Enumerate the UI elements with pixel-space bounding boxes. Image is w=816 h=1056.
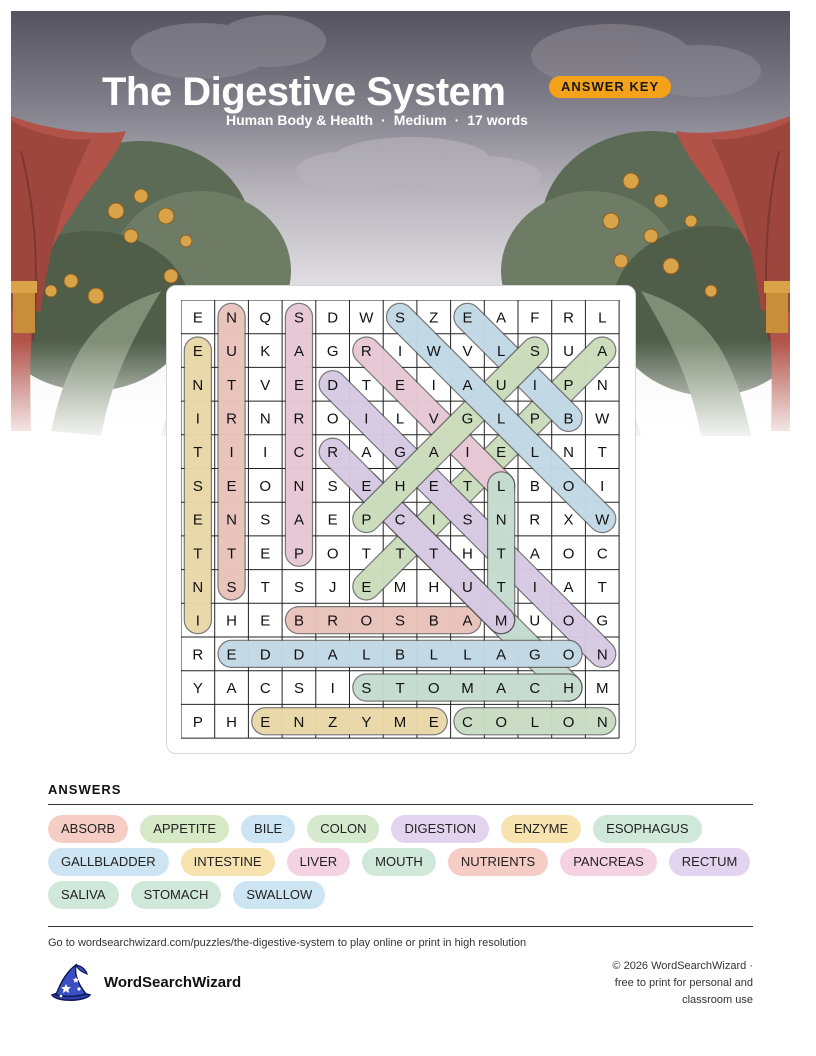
grid-letter[interactable]: P <box>563 376 574 394</box>
grid-letter[interactable]: L <box>496 477 506 495</box>
grid-letter[interactable]: M <box>494 612 508 630</box>
grid-letter[interactable]: S <box>293 309 304 327</box>
grid-letter[interactable]: E <box>226 646 237 664</box>
grid-letter[interactable]: L <box>530 713 540 731</box>
answer-chip-liver: LIVER <box>287 848 351 876</box>
puzzle-card <box>166 285 636 754</box>
grid-letter[interactable]: T <box>597 578 607 596</box>
grid-letter[interactable]: Y <box>361 713 372 731</box>
grid-letter[interactable]: T <box>226 376 237 394</box>
separator-dot: · <box>454 112 460 128</box>
grid-letter[interactable]: X <box>563 511 574 529</box>
grid-letter[interactable]: B <box>563 410 574 428</box>
grid-letter[interactable]: I <box>229 444 234 462</box>
copyright-line: free to print for personal and <box>614 977 753 989</box>
grid-letter[interactable]: T <box>226 545 237 563</box>
grid-letter[interactable]: C <box>596 545 608 563</box>
grid-letter[interactable]: L <box>362 646 371 664</box>
page-title: The Digestive System <box>102 70 506 114</box>
grid-letter[interactable]: A <box>496 646 507 664</box>
grid-letter[interactable]: T <box>429 545 439 563</box>
grid-letter[interactable]: I <box>330 680 335 698</box>
answer-chip-stomach: STOMACH <box>131 881 222 909</box>
grid-letter[interactable]: N <box>226 309 237 327</box>
grid-letter[interactable]: O <box>259 477 272 495</box>
grid-letter[interactable]: O <box>326 410 339 428</box>
grid-letter[interactable]: S <box>361 680 372 698</box>
grid-letter[interactable]: T <box>496 578 506 596</box>
grid-letter[interactable]: E <box>260 545 271 563</box>
word-count-label: 17 words <box>467 112 528 128</box>
grid-letter[interactable]: K <box>260 343 271 361</box>
grid-letter[interactable]: N <box>495 511 507 529</box>
grid-letter[interactable]: N <box>226 511 237 529</box>
grid-letter[interactable]: S <box>462 511 473 529</box>
grid-letter[interactable]: I <box>600 477 605 495</box>
grid-letter[interactable]: E <box>260 612 271 630</box>
grid-letter[interactable]: T <box>395 545 405 563</box>
answer-chip-nutrients: NUTRIENTS <box>448 848 548 876</box>
grid-letter[interactable]: E <box>428 477 439 495</box>
grid-letter[interactable]: N <box>596 713 608 731</box>
grid-letter[interactable]: T <box>361 545 371 563</box>
grid-letter[interactable]: H <box>428 578 440 596</box>
grid-letter[interactable]: A <box>597 343 608 361</box>
grid-letter[interactable]: H <box>226 612 237 630</box>
answer-chip-digestion: DIGESTION <box>391 815 489 843</box>
grid-letter[interactable]: A <box>462 376 473 394</box>
grid-letter[interactable]: E <box>496 444 507 462</box>
grid-letter[interactable]: S <box>529 343 540 361</box>
grid-letter[interactable]: U <box>495 376 507 394</box>
grid-letter[interactable]: R <box>327 612 339 630</box>
grid-letter[interactable]: A <box>496 309 507 327</box>
answer-chip-enzyme: ENZYME <box>501 815 581 843</box>
grid-letter[interactable]: R <box>192 646 204 664</box>
grid-letter[interactable]: D <box>259 646 271 664</box>
grid-letter[interactable]: H <box>226 713 237 731</box>
answer-chip-absorb: ABSORB <box>48 815 128 843</box>
grid-letter[interactable]: Y <box>192 680 203 698</box>
topic-label: Human Body & Health <box>226 112 374 128</box>
grid-letter[interactable]: O <box>427 680 440 698</box>
puzzle-subtitle <box>226 112 528 128</box>
grid-letter[interactable]: E <box>395 376 406 394</box>
grid-letter[interactable]: I <box>195 612 200 630</box>
answer-chip-mouth: MOUTH <box>362 848 436 876</box>
grid-letter[interactable]: E <box>462 309 473 327</box>
grid-letter[interactable]: E <box>361 477 372 495</box>
grid-letter[interactable]: R <box>529 511 541 529</box>
grid-letter[interactable]: V <box>428 410 439 428</box>
grid-letter[interactable]: W <box>595 511 610 529</box>
grid-letter[interactable]: T <box>462 477 473 495</box>
grid-letter[interactable]: H <box>563 680 574 698</box>
answer-chip-pancreas: PANCREAS <box>560 848 657 876</box>
grid-letter[interactable]: C <box>462 713 473 731</box>
grid-letter[interactable]: S <box>327 477 338 495</box>
separator-dot: · <box>381 112 386 128</box>
grid-letter[interactable]: O <box>562 477 575 495</box>
grid-letter[interactable]: O <box>562 612 575 630</box>
grid-letter[interactable]: L <box>395 410 405 428</box>
grid-letter[interactable]: R <box>563 309 574 327</box>
grid-letter[interactable]: R <box>360 343 372 361</box>
grid-letter[interactable]: G <box>596 612 609 630</box>
grid-letter[interactable]: I <box>195 410 200 428</box>
grid-letter[interactable]: I <box>397 343 403 361</box>
grid-letter[interactable]: Q <box>259 309 272 327</box>
grid-letter[interactable]: G <box>461 410 474 428</box>
grid-letter[interactable]: N <box>192 578 204 596</box>
grid-letter[interactable]: W <box>359 309 374 327</box>
grid-letter[interactable]: L <box>463 646 472 664</box>
grid-letter[interactable]: M <box>393 713 407 731</box>
grid-letter[interactable]: L <box>496 410 506 428</box>
grid-letter[interactable]: E <box>327 511 338 529</box>
grid-letter[interactable]: E <box>192 309 203 327</box>
grid-letter[interactable]: I <box>532 578 537 596</box>
grid-letter[interactable]: G <box>326 343 339 361</box>
grid-letter[interactable]: W <box>426 343 441 361</box>
copyright-line: classroom use <box>682 994 753 1006</box>
copyright-line: © 2026 WordSearchWizard · <box>612 960 753 972</box>
grid-letter[interactable]: C <box>529 680 541 698</box>
grid-letter[interactable]: T <box>193 545 203 563</box>
grid-letter[interactable]: N <box>293 477 305 495</box>
grid-letter[interactable]: H <box>462 545 473 563</box>
grid-letter[interactable]: E <box>428 713 439 731</box>
grid-letter[interactable]: N <box>192 376 204 394</box>
grid-letter[interactable]: N <box>259 410 271 428</box>
answer-chip-saliva: SALIVA <box>48 881 119 909</box>
grid-letter[interactable]: L <box>530 444 540 462</box>
grid-letter[interactable]: U <box>226 343 237 361</box>
grid-letter[interactable]: E <box>293 376 304 394</box>
grid-letter[interactable]: A <box>293 511 304 529</box>
grid-letter[interactable]: N <box>596 646 608 664</box>
grid-letter[interactable]: T <box>193 444 203 462</box>
grid-letter[interactable]: S <box>260 511 271 529</box>
grid-letter[interactable]: U <box>563 343 574 361</box>
answer-chip-intestine: INTESTINE <box>181 848 275 876</box>
grid-letter[interactable]: R <box>226 410 237 428</box>
grid-letter[interactable]: D <box>293 646 305 664</box>
grid-letter[interactable]: C <box>394 511 406 529</box>
answer-chip-swallow: SWALLOW <box>233 881 325 909</box>
grid-letter[interactable]: A <box>529 545 540 563</box>
answer-chip-colon: COLON <box>307 815 379 843</box>
grid-letter[interactable]: P <box>361 511 372 529</box>
grid-letter[interactable]: U <box>529 612 541 630</box>
grid-letter[interactable]: I <box>431 376 436 394</box>
grid-letter[interactable]: O <box>562 646 575 664</box>
answers-heading: ANSWERS <box>48 782 122 797</box>
grid-letter[interactable]: Z <box>429 309 439 327</box>
grid-letter[interactable]: G <box>529 646 541 664</box>
grid-letter[interactable]: L <box>429 646 438 664</box>
grid-letter[interactable]: N <box>563 444 574 462</box>
grid-letter[interactable]: G <box>394 444 406 462</box>
grid-letter[interactable]: F <box>530 309 540 327</box>
grid-letter[interactable]: T <box>260 578 270 596</box>
grid-letter[interactable]: N <box>293 713 305 731</box>
answer-chip-bile: BILE <box>241 815 295 843</box>
grid-letter[interactable]: E <box>260 713 271 731</box>
answer-key-badge: ANSWER KEY <box>549 76 671 98</box>
grid-letter[interactable]: V <box>260 376 271 394</box>
grid-letter[interactable]: H <box>394 477 406 495</box>
grid-letter[interactable]: E <box>192 343 203 361</box>
answer-chip-gallbladder: GALLBLADDER <box>48 848 169 876</box>
footer-divider <box>48 926 753 927</box>
grid-letter[interactable]: W <box>595 410 610 428</box>
grid-letter[interactable]: O <box>495 713 507 731</box>
grid-letter[interactable]: J <box>328 578 337 596</box>
grid-letter[interactable]: T <box>361 376 371 394</box>
grid-letter[interactable]: O <box>360 612 373 630</box>
grid-letter[interactable]: P <box>293 545 304 563</box>
grid-letter[interactable]: A <box>327 646 338 664</box>
brand-name[interactable]: WordSearchWizard <box>104 974 242 991</box>
grid-letter[interactable]: R <box>327 444 339 462</box>
grid-letter[interactable]: S <box>293 578 304 596</box>
grid-letter[interactable]: S <box>192 477 203 495</box>
grid-letter[interactable]: A <box>293 343 304 361</box>
answers-divider <box>48 804 753 805</box>
grid-letter[interactable]: B <box>428 612 439 630</box>
grid-letter[interactable]: T <box>496 545 506 563</box>
grid-letter[interactable]: M <box>461 680 474 698</box>
grid-letter[interactable]: D <box>327 309 339 327</box>
grid-letter[interactable]: T <box>395 680 405 698</box>
grid-letter[interactable]: R <box>293 410 305 428</box>
grid-letter[interactable]: L <box>496 343 506 361</box>
grid-letter[interactable]: S <box>226 578 237 596</box>
grid-letter[interactable]: C <box>259 680 271 698</box>
grid-letter[interactable]: A <box>496 680 507 698</box>
grid-letter[interactable]: D <box>327 376 339 394</box>
grid-letter[interactable]: E <box>361 578 372 596</box>
difficulty-label: Medium <box>393 112 447 128</box>
grid-letter[interactable]: L <box>598 309 607 327</box>
grid-letter[interactable]: S <box>395 612 406 630</box>
footer-url-text[interactable]: Go to wordsearchwizard.com/puzzles/the-digestive-system to play online or print in high resolution <box>48 937 527 949</box>
grid-letter[interactable]: I <box>431 511 436 529</box>
grid-letter[interactable]: Z <box>328 713 338 731</box>
grid-letter[interactable]: B <box>293 612 304 630</box>
grid-letter[interactable]: O <box>562 545 575 563</box>
answer-chip-rectum: RECTUM <box>669 848 751 876</box>
grid-letter[interactable]: V <box>462 343 473 361</box>
grid-letter[interactable]: I <box>532 376 537 394</box>
grid-letter[interactable]: P <box>192 713 203 731</box>
answer-chip-esophagus: ESOPHAGUS <box>593 815 701 843</box>
grid-letter[interactable]: E <box>192 511 203 529</box>
grid-letter[interactable]: U <box>462 578 473 596</box>
grid-letter[interactable]: E <box>226 477 237 495</box>
grid-letter[interactable]: B <box>395 646 406 664</box>
grid-letter[interactable]: A <box>563 578 574 596</box>
wizard-hat-icon <box>46 962 94 1006</box>
grid-letter[interactable]: A <box>361 444 372 462</box>
copyright-notice <box>573 958 753 1009</box>
grid-letter[interactable]: A <box>462 612 473 630</box>
grid-letter[interactable]: N <box>596 376 608 394</box>
grid-letter[interactable]: B <box>529 477 540 495</box>
grid-letter[interactable]: O <box>562 713 575 731</box>
grid-letter[interactable]: I <box>263 444 268 462</box>
word-search-grid <box>181 300 621 740</box>
grid-letter[interactable]: M <box>393 578 407 596</box>
grid-letter[interactable]: S <box>293 680 304 698</box>
grid-letter[interactable]: I <box>364 410 369 428</box>
grid-letter[interactable]: P <box>529 410 540 428</box>
grid-letter[interactable]: T <box>597 444 607 462</box>
grid-letter[interactable]: A <box>428 444 439 462</box>
grid-letter[interactable]: M <box>596 680 609 698</box>
grid-letter[interactable]: C <box>293 444 305 462</box>
grid-letter[interactable]: O <box>326 545 339 563</box>
grid-letter[interactable]: I <box>465 444 470 462</box>
grid-letter[interactable]: A <box>226 680 237 698</box>
grid-letter[interactable]: S <box>395 309 406 327</box>
answer-chip-appetite: APPETITE <box>140 815 229 843</box>
